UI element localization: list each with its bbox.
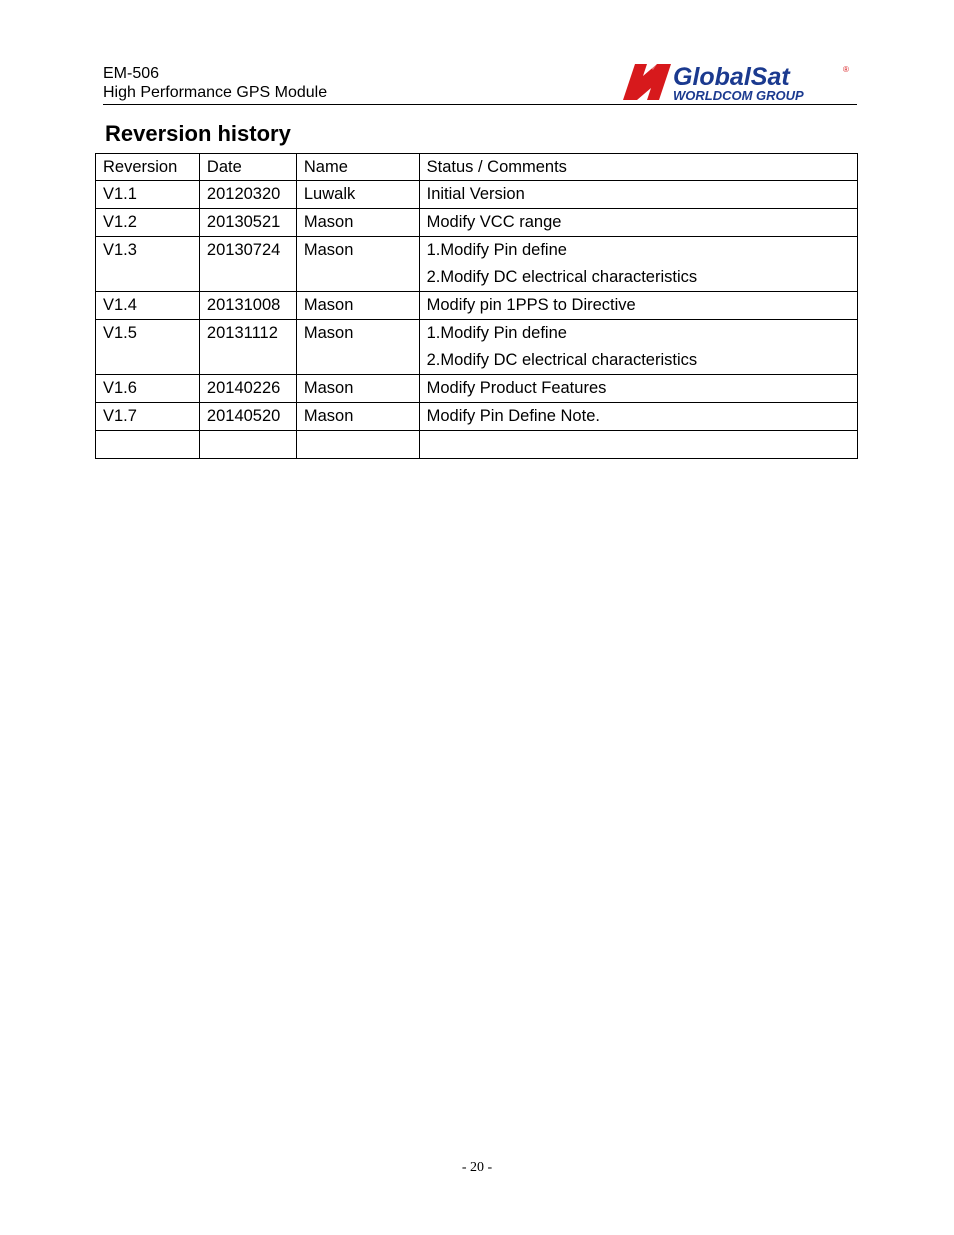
logo-emblem-icon	[623, 64, 671, 100]
cell-reversion: V1.1	[96, 181, 200, 209]
comment-line: 1.Modify Pin define	[426, 324, 567, 342]
cell-date: 20120320	[199, 181, 296, 209]
product-code: EM-506	[103, 65, 160, 82]
column-header-comments: Status / Comments	[419, 154, 857, 181]
cell-name: Mason	[296, 320, 419, 375]
column-header-reversion: Reversion	[96, 154, 200, 181]
cell-comments	[419, 237, 857, 292]
cell-name	[296, 431, 419, 459]
logo-registered-mark: ®	[843, 65, 849, 74]
table-row-empty	[96, 431, 858, 459]
comment-line: Modify Pin Define Note.	[426, 407, 600, 425]
cell-reversion: V1.4	[96, 292, 200, 320]
cell-date	[199, 431, 296, 459]
cell-comments	[419, 431, 857, 459]
cell-comments	[419, 403, 857, 431]
comment-line	[427, 431, 850, 458]
comment-line: 2.Modify DC electrical characteristics	[426, 268, 698, 286]
comment-line: Initial Version	[426, 185, 525, 203]
cell-date: 20130724	[199, 237, 296, 292]
section-title: Reversion history	[105, 121, 291, 146]
cell-reversion: V1.7	[96, 403, 200, 431]
cell-name: Mason	[296, 292, 419, 320]
table-row	[96, 209, 858, 237]
cell-reversion: V1.5	[96, 320, 200, 375]
cell-reversion: V1.6	[96, 375, 200, 403]
cell-reversion: V1.3	[96, 237, 200, 292]
comment-line: Modify VCC range	[426, 213, 562, 231]
cell-reversion	[96, 431, 200, 459]
column-header-name: Name	[296, 154, 419, 181]
globalsat-logo	[621, 62, 851, 102]
table-row	[96, 403, 858, 431]
cell-comments	[419, 181, 857, 209]
cell-comments	[419, 209, 857, 237]
table-row	[96, 292, 858, 320]
cell-date: 20131112	[199, 320, 296, 375]
table-row	[96, 237, 858, 292]
cell-comments	[419, 292, 857, 320]
comment-line: 1.Modify Pin define	[426, 241, 567, 259]
comment-line: Modify pin 1PPS to Directive	[426, 296, 636, 314]
cell-name: Luwalk	[296, 181, 419, 209]
revision-history-table	[95, 153, 858, 459]
cell-date: 20131008	[199, 292, 296, 320]
cell-comments	[419, 375, 857, 403]
cell-name: Mason	[296, 237, 419, 292]
cell-name: Mason	[296, 403, 419, 431]
comment-line: Modify Product Features	[426, 379, 607, 397]
logo-brand-sub: WORLDCOM GROUP	[673, 88, 804, 102]
table-row	[96, 181, 858, 209]
page-number: - 20 -	[461, 1160, 493, 1175]
cell-reversion: V1.2	[96, 209, 200, 237]
cell-comments	[419, 320, 857, 375]
table-header-row	[96, 154, 858, 181]
product-name: High Performance GPS Module	[103, 84, 328, 101]
table-row	[96, 320, 858, 375]
logo-brand-name: GlobalSat	[673, 63, 790, 91]
cell-date: 20140520	[199, 403, 296, 431]
header-product-info	[103, 64, 327, 102]
cell-date: 20140226	[199, 375, 296, 403]
page-header	[103, 62, 857, 105]
column-header-date: Date	[199, 154, 296, 181]
cell-date: 20130521	[199, 209, 296, 237]
cell-name: Mason	[296, 375, 419, 403]
comment-line: 2.Modify DC electrical characteristics	[426, 351, 698, 369]
table-row	[96, 375, 858, 403]
cell-name: Mason	[296, 209, 419, 237]
